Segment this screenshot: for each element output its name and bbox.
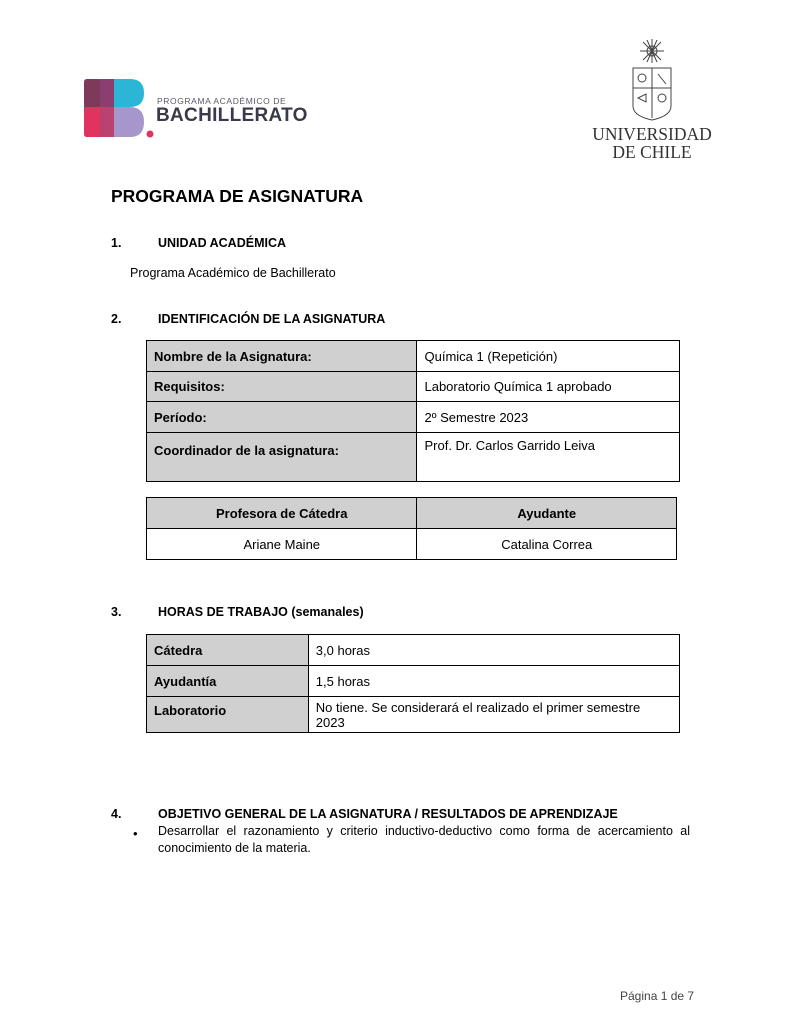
bachillerato-logo-small-text: PROGRAMA ACADÉMICO DE — [157, 96, 287, 106]
hours-label: Cátedra — [147, 635, 309, 666]
table-row — [147, 498, 677, 529]
section-1-title: UNIDAD ACADÉMICA — [158, 236, 287, 250]
bullet-icon: • — [133, 826, 138, 841]
university-name-line2: DE CHILE — [612, 142, 692, 162]
table-row — [147, 635, 680, 666]
bachillerato-logo — [84, 79, 324, 139]
identification-value: Laboratorio Química 1 aprobado — [417, 372, 680, 402]
staff-header: Profesora de Cátedra — [147, 498, 417, 529]
table-row — [147, 697, 680, 733]
universidad-de-chile-logo — [588, 38, 716, 162]
section-2-number: 2. — [111, 312, 122, 326]
identification-value: Química 1 (Repetición) — [417, 341, 680, 372]
table-row — [147, 433, 680, 482]
table-row — [147, 529, 677, 560]
hours-label: Ayudantía — [147, 666, 309, 697]
hours-value: 3,0 horas — [308, 635, 679, 666]
staff-value: Ariane Maine — [147, 529, 417, 560]
section-4-bullet: Desarrollar el razonamiento y criterio inductivo-deductivo como forma de acercamiento al conocimiento de la materia. — [158, 824, 690, 855]
staff-header: Ayudante — [417, 498, 677, 529]
identification-table — [146, 340, 680, 482]
table-row — [147, 402, 680, 433]
identification-label: Coordinador de la asignatura: — [147, 433, 417, 482]
identification-label: Nombre de la Asignatura: — [147, 341, 417, 372]
section-1-text: Programa Académico de Bachillerato — [130, 266, 336, 280]
hours-table — [146, 634, 680, 733]
identification-label: Requisitos: — [147, 372, 417, 402]
bachillerato-logo-mark — [84, 79, 154, 139]
identification-label: Período: — [147, 402, 417, 433]
document-title: PROGRAMA DE ASIGNATURA — [111, 186, 364, 206]
university-emblem-icon — [628, 38, 676, 122]
university-name-line1: UNIVERSIDAD — [592, 124, 712, 144]
identification-value: 2º Semestre 2023 — [417, 402, 680, 433]
page-number: Página 1 de 7 — [620, 989, 695, 1003]
staff-value: Catalina Correa — [417, 529, 677, 560]
hours-value: No tiene. Se considerará el realizado el primer semestre 2023 — [308, 697, 679, 733]
section-3-title: HORAS DE TRABAJO (semanales) — [158, 605, 364, 619]
identification-value: Prof. Dr. Carlos Garrido Leiva — [417, 433, 680, 482]
section-4-number: 4. — [111, 807, 122, 821]
table-row — [147, 341, 680, 372]
section-2-title: IDENTIFICACIÓN DE LA ASIGNATURA — [158, 312, 386, 326]
table-row — [147, 372, 680, 402]
hours-label: Laboratorio — [147, 697, 309, 733]
table-row — [147, 666, 680, 697]
section-1-number: 1. — [111, 236, 122, 250]
section-4-title: OBJETIVO GENERAL DE LA ASIGNATURA / RESULTADOS DE APRENDIZAJE — [158, 807, 618, 821]
staff-table — [146, 497, 677, 560]
hours-value: 1,5 horas — [308, 666, 679, 697]
section-3-number: 3. — [111, 605, 122, 619]
bachillerato-logo-big-text: BACHILLERATO — [156, 105, 308, 126]
